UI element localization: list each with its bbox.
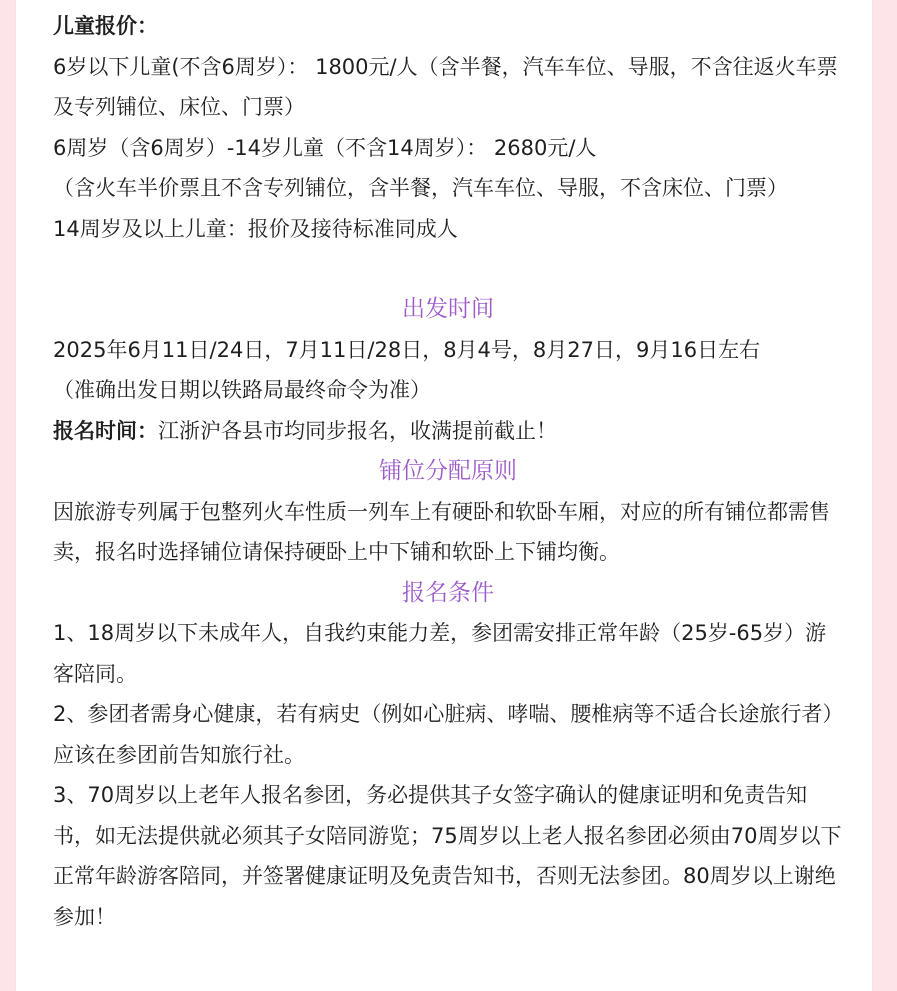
- departure-dates: 2025年6月11日/24日，7月11日/28日，8月4号，8月27日，9月16日左右: [53, 337, 761, 362]
- berth-text: 因旅游专列属于包整列火车性质一列车上有硬卧和软卧车厢，对应的所有铺位都需售卖，报名时选择铺位请保持硬卧上中下铺和软卧上下铺均衡。: [53, 499, 830, 564]
- children-price-line-14-plus: 14周岁及以上儿童：报价及接待标准同成人: [53, 216, 458, 241]
- berth-title: 铺位分配原则: [379, 458, 517, 484]
- signup-time-label: 报名时间：: [53, 418, 158, 443]
- condition-item-2: 2、参团者需身心健康，若有病史（例如心脏病、哮喘、腰椎病等不适合长途旅行者）应该在参团前告知旅行社。: [53, 702, 833, 767]
- children-price-line-under-6: 6岁以下儿童(不含6周岁）： 1800元/人（含半餐，汽车车位、导服，不含往返火车票及专列铺位、床位、门票）: [53, 54, 838, 119]
- condition-item-3: 3、70周岁以上老年人报名参团，务必提供其子女签字确认的健康证明和免责告知书，如无法提供就必须其子女陪同游览；75周岁以上老人报名参团必须由70周岁以下正常年龄游客陪同，并签署健康证明及免责告知书，否则无法参团。80周岁以上谢绝参加！: [53, 783, 842, 929]
- children-price-line-6-to-14: 6周岁（含6周岁）-14岁儿童（不含14周岁）： 2680元/人: [53, 135, 597, 160]
- children-price-line-6-to-14-note: （含火车半价票且不含专列铺位，含半餐，汽车车位、导服，不含床位、门票）: [53, 176, 788, 200]
- section-spacer: [53, 249, 843, 289]
- signup-time-text: 江浙沪各县市均同步报名，收满提前截止！: [158, 418, 557, 443]
- children-price-heading: 儿童报价：: [53, 14, 158, 38]
- content-card: [16, 0, 872, 991]
- departure-title: 出发时间: [402, 296, 494, 322]
- departure-note: （准确出发日期以铁路局最终命令为准）: [53, 378, 431, 402]
- signup-time: [53, 411, 843, 452]
- condition-item-1: 1、18周岁以下未成年人，自我约束能力差，参团需安排正常年龄（25岁-65岁）游客陪同。: [53, 621, 827, 686]
- article-body: [53, 6, 843, 937]
- conditions-title: 报名条件: [402, 579, 494, 606]
